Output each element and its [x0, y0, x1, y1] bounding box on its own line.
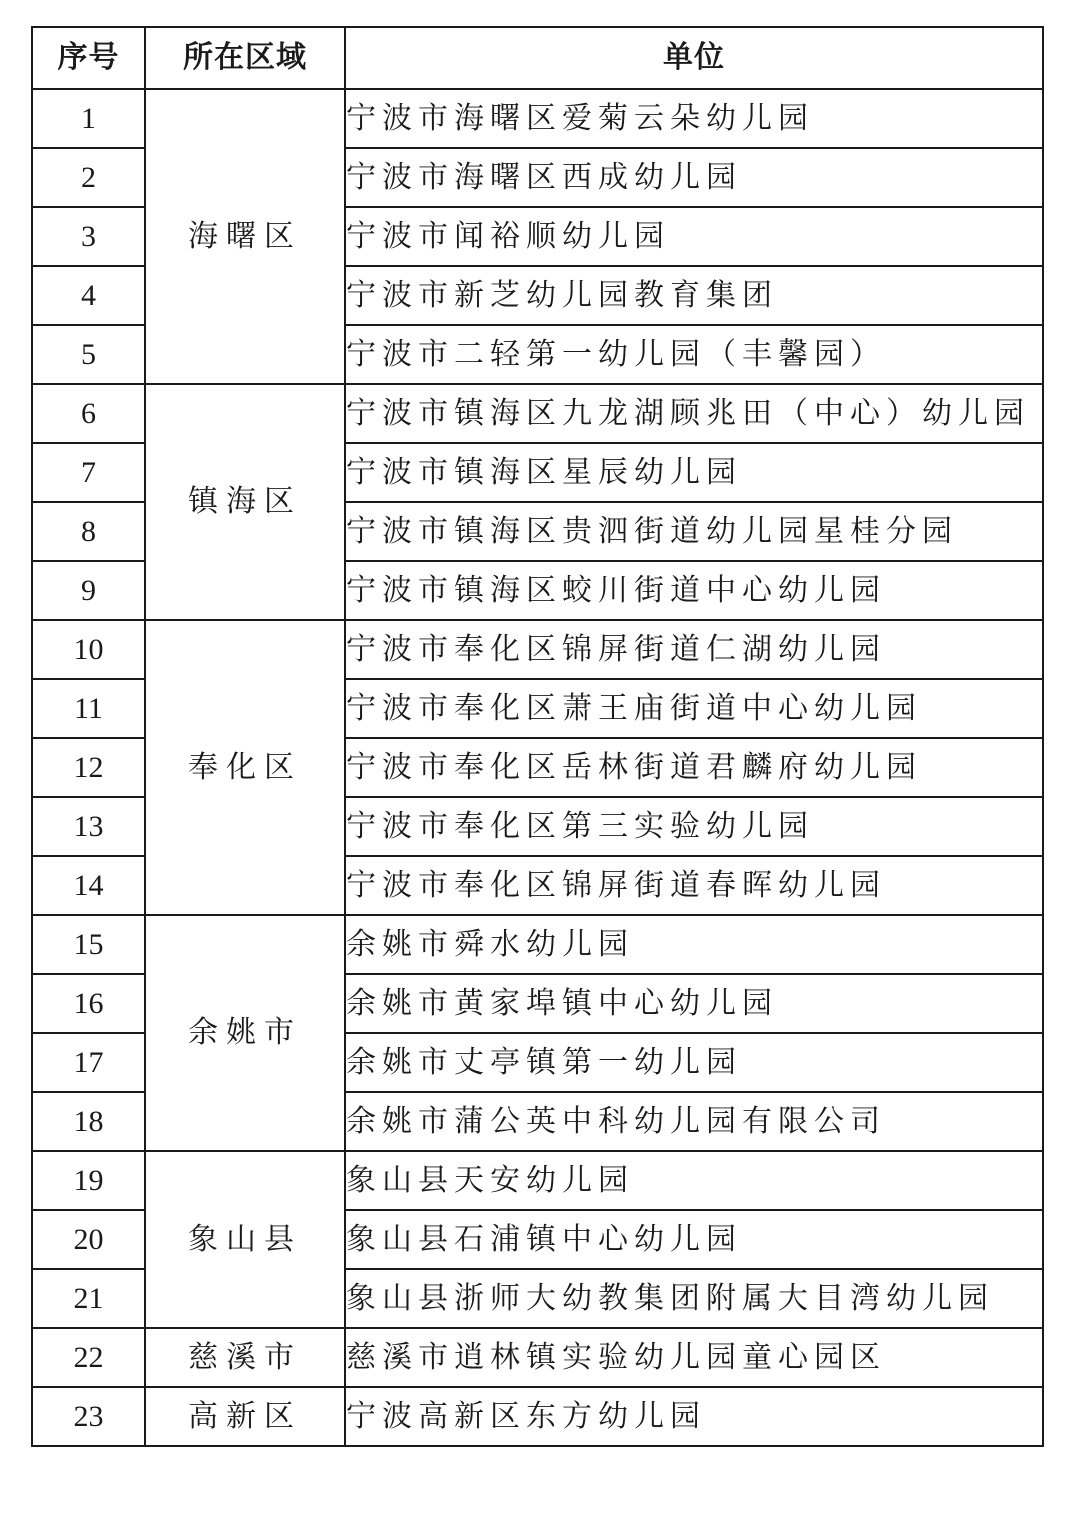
- row-number: 1: [32, 89, 145, 148]
- table-row: [32, 1387, 1043, 1446]
- unit-name: 宁波市镇海区蛟川街道中心幼儿园: [345, 561, 1043, 620]
- row-number: 6: [32, 384, 145, 443]
- row-number: 22: [32, 1328, 145, 1387]
- region-cell: 余姚市: [145, 915, 345, 1151]
- unit-name: 余姚市蒲公英中科幼儿园有限公司: [345, 1092, 1043, 1151]
- unit-name: 象山县浙师大幼教集团附属大目湾幼儿园: [345, 1269, 1043, 1328]
- table-row: [32, 89, 1043, 148]
- row-number: 3: [32, 207, 145, 266]
- unit-name: 宁波市奉化区锦屏街道春晖幼儿园: [345, 856, 1043, 915]
- row-number: 5: [32, 325, 145, 384]
- table-header: [32, 27, 1043, 89]
- header-row: [32, 27, 1043, 89]
- unit-name: 宁波市奉化区岳林街道君麟府幼儿园: [345, 738, 1043, 797]
- row-number: 2: [32, 148, 145, 207]
- row-number: 8: [32, 502, 145, 561]
- table-row: [32, 915, 1043, 974]
- unit-name: 宁波市奉化区第三实验幼儿园: [345, 797, 1043, 856]
- unit-name: 宁波市二轻第一幼儿园（丰馨园）: [345, 325, 1043, 384]
- kindergarten-list-table: [31, 26, 1044, 1447]
- region-cell: 高新区: [145, 1387, 345, 1446]
- unit-name: 宁波市海曙区爱菊云朵幼儿园: [345, 89, 1043, 148]
- region-cell: 象山县: [145, 1151, 345, 1328]
- unit-name: 余姚市丈亭镇第一幼儿园: [345, 1033, 1043, 1092]
- row-number: 4: [32, 266, 145, 325]
- unit-name: 宁波市新芝幼儿园教育集团: [345, 266, 1043, 325]
- header-region: 所在区域: [145, 27, 345, 89]
- row-number: 9: [32, 561, 145, 620]
- region-cell: 慈溪市: [145, 1328, 345, 1387]
- row-number: 10: [32, 620, 145, 679]
- table-row: [32, 384, 1043, 443]
- unit-name: 宁波市镇海区九龙湖顾兆田（中心）幼儿园: [345, 384, 1043, 443]
- table-row: [32, 1151, 1043, 1210]
- region-cell: 海曙区: [145, 89, 345, 384]
- region-cell: 镇海区: [145, 384, 345, 620]
- unit-name: 余姚市黄家埠镇中心幼儿园: [345, 974, 1043, 1033]
- unit-name: 宁波市奉化区萧王庙街道中心幼儿园: [345, 679, 1043, 738]
- header-unit: 单位: [345, 27, 1043, 89]
- row-number: 17: [32, 1033, 145, 1092]
- unit-name: 宁波市镇海区贵泗街道幼儿园星桂分园: [345, 502, 1043, 561]
- unit-name: 宁波市奉化区锦屏街道仁湖幼儿园: [345, 620, 1043, 679]
- unit-name: 象山县石浦镇中心幼儿园: [345, 1210, 1043, 1269]
- row-number: 20: [32, 1210, 145, 1269]
- unit-name: 宁波市海曙区西成幼儿园: [345, 148, 1043, 207]
- table-row: [32, 620, 1043, 679]
- row-number: 7: [32, 443, 145, 502]
- row-number: 11: [32, 679, 145, 738]
- row-number: 12: [32, 738, 145, 797]
- row-number: 23: [32, 1387, 145, 1446]
- unit-name: 宁波高新区东方幼儿园: [345, 1387, 1043, 1446]
- row-number: 21: [32, 1269, 145, 1328]
- row-number: 19: [32, 1151, 145, 1210]
- row-number: 13: [32, 797, 145, 856]
- table-row: [32, 1328, 1043, 1387]
- unit-name: 慈溪市逍林镇实验幼儿园童心园区: [345, 1328, 1043, 1387]
- unit-name: 宁波市镇海区星辰幼儿园: [345, 443, 1043, 502]
- row-number: 18: [32, 1092, 145, 1151]
- unit-name: 象山县天安幼儿园: [345, 1151, 1043, 1210]
- table-body: [32, 89, 1043, 1446]
- header-no: 序号: [32, 27, 145, 89]
- region-cell: 奉化区: [145, 620, 345, 915]
- unit-name: 宁波市闻裕顺幼儿园: [345, 207, 1043, 266]
- row-number: 15: [32, 915, 145, 974]
- row-number: 14: [32, 856, 145, 915]
- unit-name: 余姚市舜水幼儿园: [345, 915, 1043, 974]
- row-number: 16: [32, 974, 145, 1033]
